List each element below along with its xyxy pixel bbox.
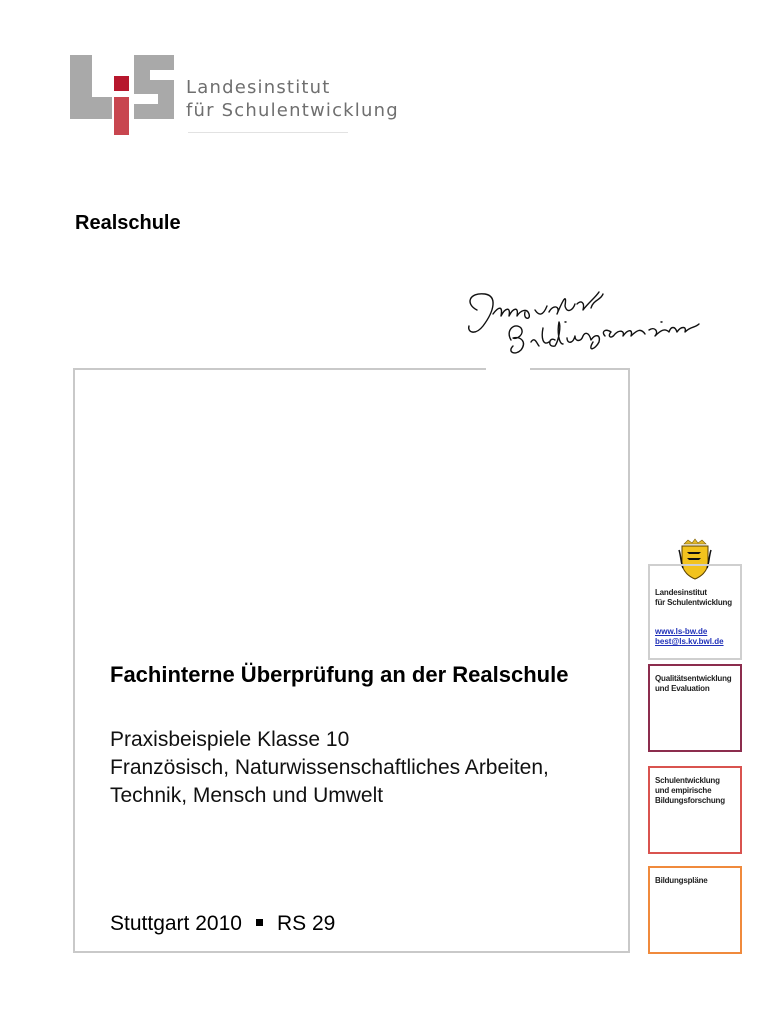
sidebar-contact-links: [655, 627, 724, 647]
place-year: Stuttgart 2010: [110, 912, 242, 935]
document-title: Fachinterne Überprüfung an der Realschule: [110, 662, 569, 687]
sidebar-institute-line2: für Schulentwicklung: [655, 598, 732, 607]
sidebar-institute-name: [655, 588, 732, 608]
subtitle-line-3: Technik, Mensch und Umwelt: [110, 784, 384, 807]
school-type-heading: Realschule: [75, 212, 181, 234]
subtitle-line-2: Französisch, Naturwissenschaftliches Arbeiten,: [110, 756, 549, 779]
bullet-separator-icon: [256, 919, 263, 926]
sidebar-box-1-line1: Qualitätsentwicklung: [655, 674, 732, 683]
publication-info: [110, 912, 335, 936]
logo-name-line1: Landesinstitut: [186, 77, 331, 98]
sidebar-box-2-line2: und empirische: [655, 786, 712, 795]
sidebar-box-1-line2: und Evaluation: [655, 684, 710, 693]
sidebar-box-bildungsplaene: [648, 866, 742, 954]
sidebar-box-2-line1: Schulentwicklung: [655, 776, 720, 785]
sidebar-box-qualitaetsentwicklung: [648, 664, 742, 752]
sidebar-box-2-line3: Bildungsforschung: [655, 796, 725, 805]
series-number: RS 29: [276, 912, 336, 935]
lis-logo: [70, 50, 410, 145]
sidebar-box-3-line1: Bildungspläne: [655, 876, 708, 885]
sidebar-institute-line1: Landesinstitut: [655, 588, 707, 597]
lis-logo-mark-icon: [70, 50, 185, 140]
email-link[interactable]: best@ls.kv.bwl.de: [655, 637, 724, 646]
logo-name-line2: für Schulentwicklung: [186, 100, 399, 121]
website-link[interactable]: www.ls-bw.de: [655, 627, 708, 636]
main-content-frame: [73, 368, 630, 953]
frame-gap: [486, 361, 530, 375]
sidebar-box-schulentwicklung: [648, 766, 742, 854]
subtitle-line-1: Praxisbeispiele Klasse 10: [110, 728, 350, 751]
logo-divider: [188, 132, 348, 133]
